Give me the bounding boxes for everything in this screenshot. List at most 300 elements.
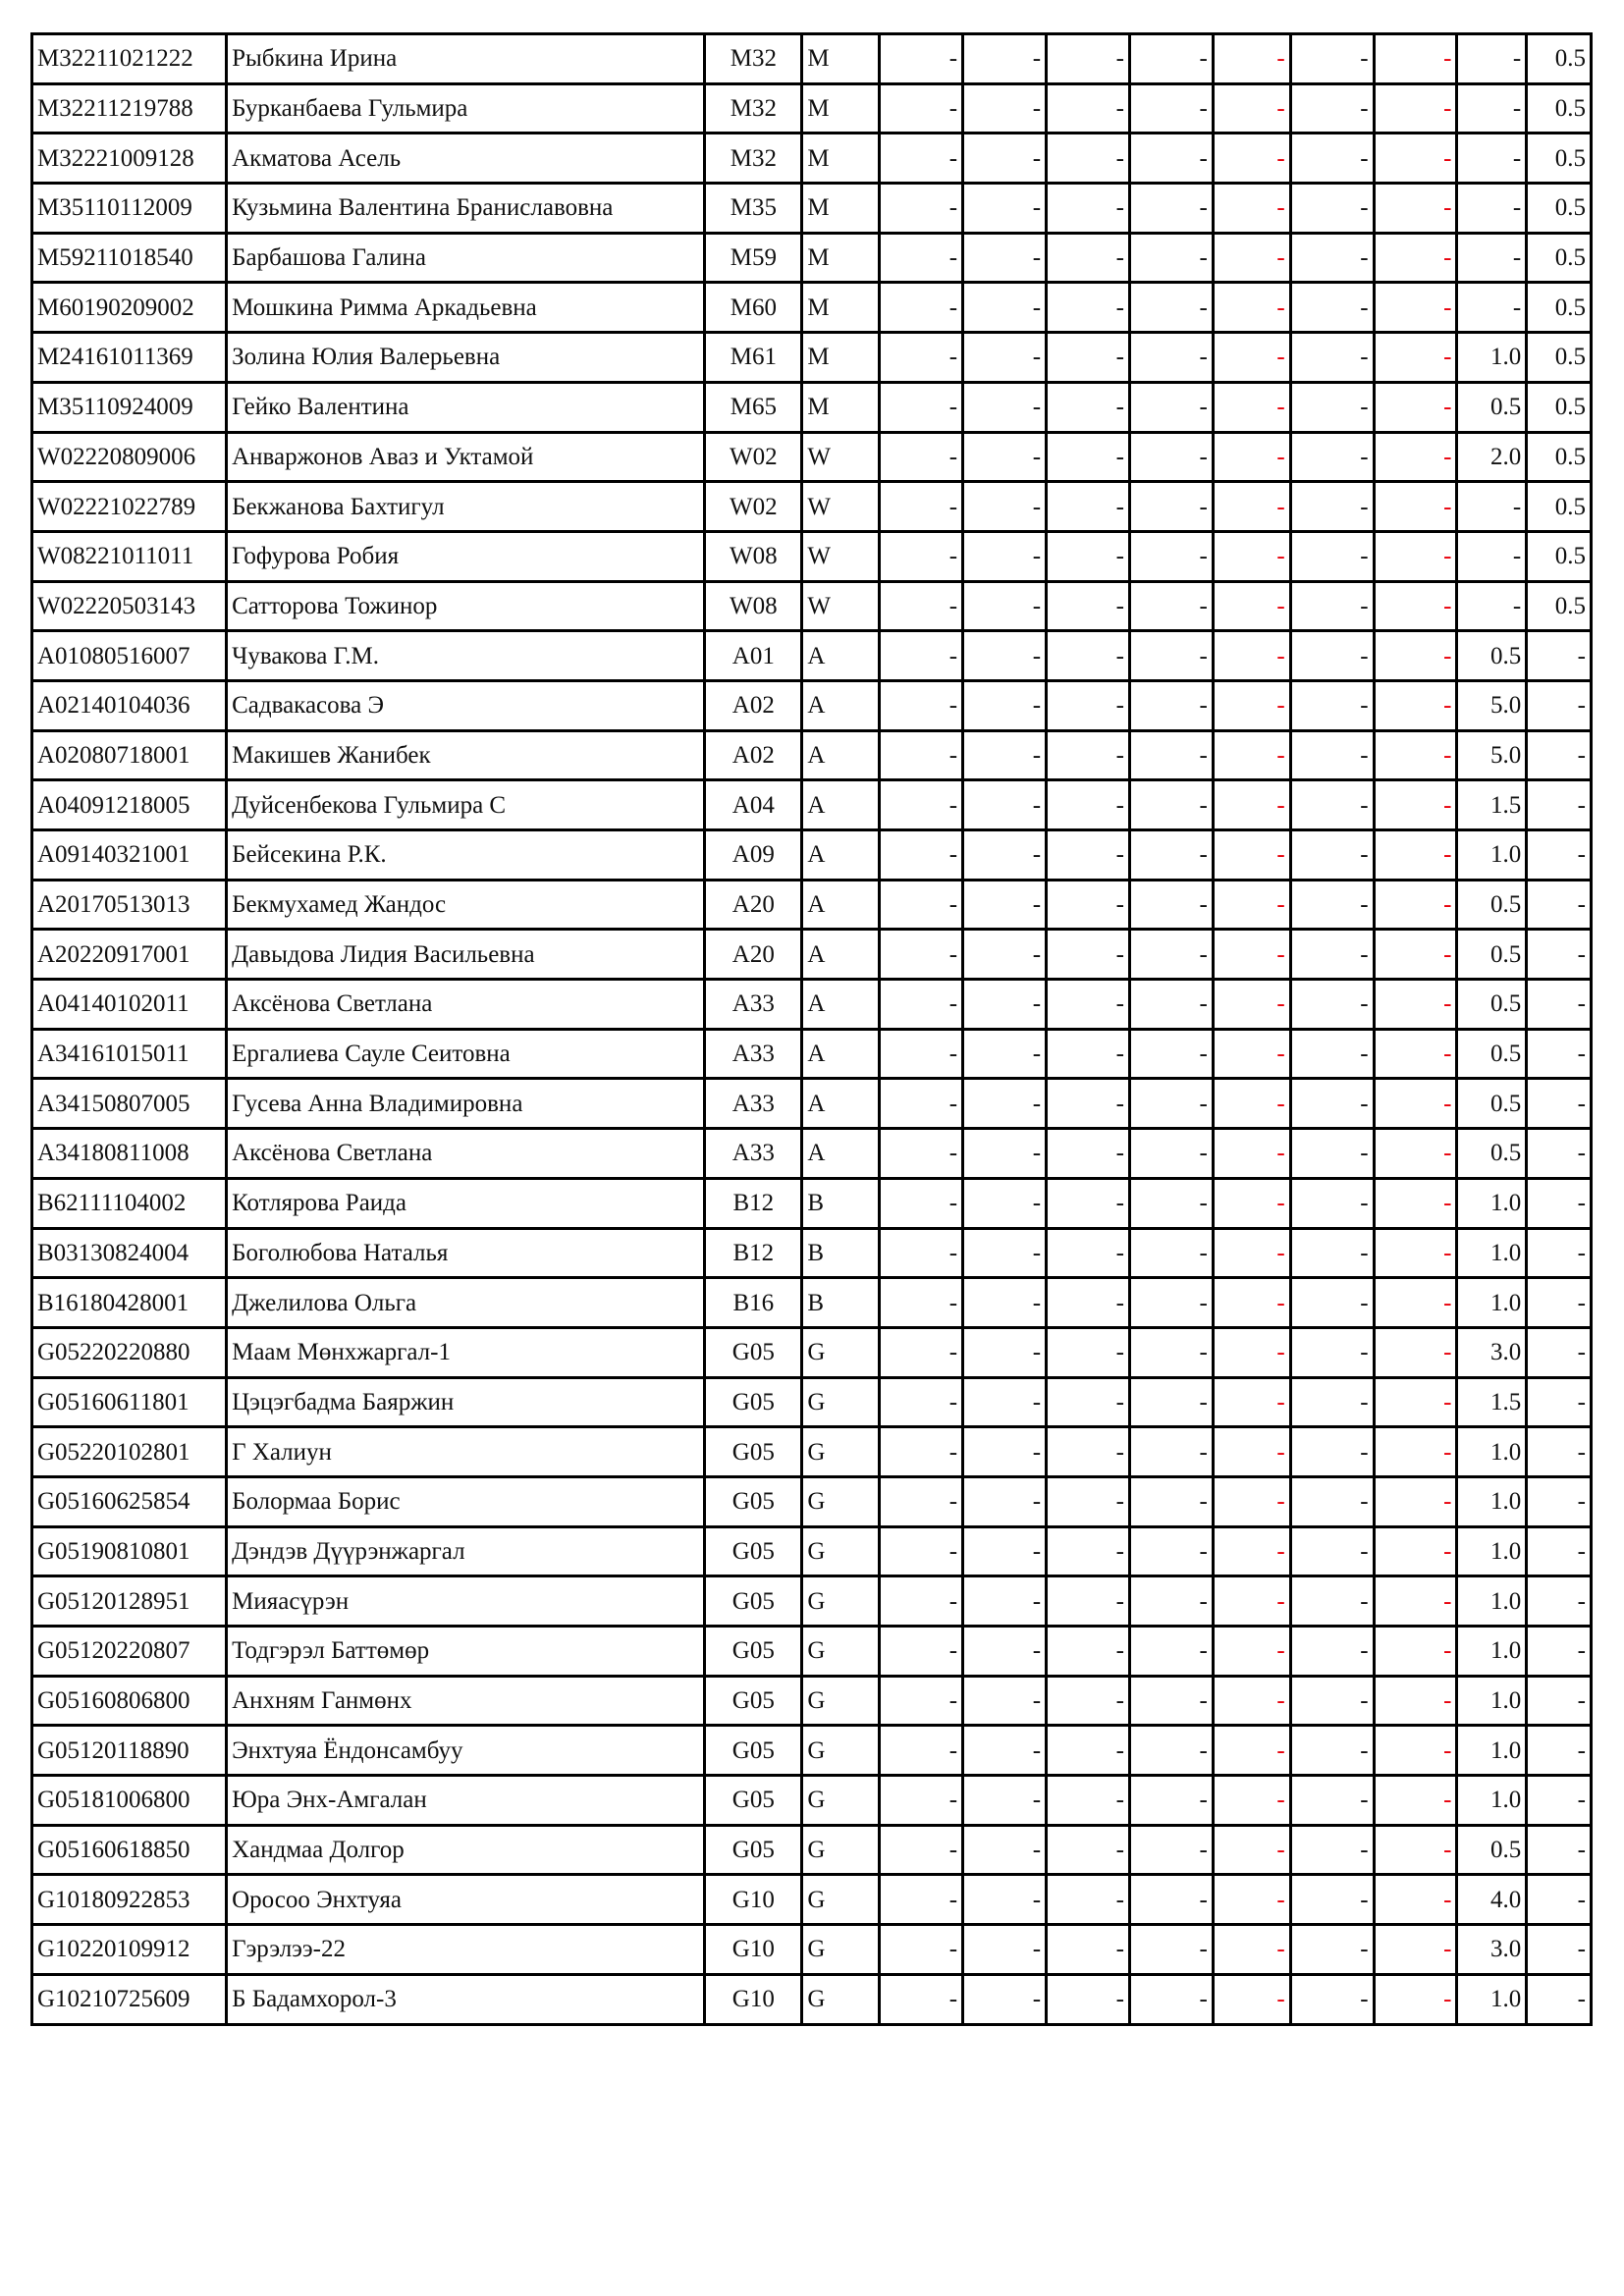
mark-cell: - — [1213, 1825, 1290, 1875]
class-letter: W — [802, 482, 880, 532]
participant-name: Макишев Жанибек — [227, 730, 705, 780]
table-row — [32, 730, 1592, 780]
group-code: M65 — [705, 382, 802, 432]
table-row — [32, 1825, 1592, 1875]
points-cell: 1.0 — [1457, 1576, 1527, 1627]
points-cell: 0.5 — [1457, 880, 1527, 930]
table-row — [32, 1526, 1592, 1576]
mark-cell: - — [1213, 880, 1290, 930]
mark-cell: - — [1374, 1228, 1457, 1278]
participant-name: Бейсекина Р.К. — [227, 830, 705, 881]
last-value-cell: - — [1527, 1079, 1592, 1129]
mark-cell: - — [1374, 1576, 1457, 1627]
participant-id: M32211219788 — [32, 83, 227, 133]
mark-cell: - — [963, 1427, 1047, 1477]
mark-cell: - — [1129, 1526, 1213, 1576]
group-code: B16 — [705, 1278, 802, 1328]
participant-name: Котлярова Раида — [227, 1178, 705, 1228]
class-letter: A — [802, 930, 880, 980]
mark-cell: - — [1213, 1526, 1290, 1576]
participant-id: A20220917001 — [32, 930, 227, 980]
points-cell: 0.5 — [1457, 382, 1527, 432]
participant-id: B16180428001 — [32, 1278, 227, 1328]
participant-id: W02220503143 — [32, 581, 227, 631]
mark-cell: - — [1047, 680, 1130, 730]
mark-cell: - — [1213, 1377, 1290, 1427]
mark-cell: - — [1290, 980, 1374, 1030]
mark-cell: - — [1290, 1875, 1374, 1925]
table-row — [32, 1178, 1592, 1228]
mark-cell: - — [1374, 730, 1457, 780]
mark-cell: - — [1047, 631, 1130, 681]
participant-id: A34161015011 — [32, 1029, 227, 1079]
mark-cell: - — [963, 382, 1047, 432]
participant-name: Чувакова Г.М. — [227, 631, 705, 681]
participant-id: A34180811008 — [32, 1129, 227, 1179]
participant-name: Г Халиун — [227, 1427, 705, 1477]
table-row — [32, 283, 1592, 333]
last-value-cell: - — [1527, 1327, 1592, 1377]
participant-id: A34150807005 — [32, 1079, 227, 1129]
mark-cell: - — [880, 283, 963, 333]
mark-cell: - — [963, 780, 1047, 830]
group-code: G05 — [705, 1825, 802, 1875]
last-value-cell: - — [1527, 1427, 1592, 1477]
table-row — [32, 1676, 1592, 1726]
participant-id: W02221022789 — [32, 482, 227, 532]
mark-cell: - — [880, 830, 963, 881]
mark-cell: - — [1213, 1228, 1290, 1278]
participant-name: Оросоо Энхтуяа — [227, 1875, 705, 1925]
group-code: M32 — [705, 133, 802, 184]
mark-cell: - — [880, 631, 963, 681]
mark-cell: - — [1047, 34, 1130, 84]
points-cell: 1.0 — [1457, 1776, 1527, 1826]
group-code: G05 — [705, 1676, 802, 1726]
points-cell: - — [1457, 133, 1527, 184]
mark-cell: - — [1129, 1925, 1213, 1975]
mark-cell: - — [880, 1427, 963, 1477]
mark-cell: - — [1213, 1129, 1290, 1179]
mark-cell: - — [1213, 1974, 1290, 2024]
last-value-cell: - — [1527, 1178, 1592, 1228]
mark-cell: - — [1047, 730, 1130, 780]
mark-cell: - — [1290, 333, 1374, 383]
participant-id: B62111104002 — [32, 1178, 227, 1228]
participant-name: Кузьмина Валентина Браниславовна — [227, 184, 705, 234]
participant-id: G05120118890 — [32, 1726, 227, 1776]
last-value-cell: 0.5 — [1527, 233, 1592, 283]
mark-cell: - — [1129, 1427, 1213, 1477]
mark-cell: - — [1213, 283, 1290, 333]
mark-cell: - — [1213, 1925, 1290, 1975]
mark-cell: - — [880, 482, 963, 532]
last-value-cell: - — [1527, 1825, 1592, 1875]
table-row — [32, 780, 1592, 830]
mark-cell: - — [963, 1327, 1047, 1377]
mark-cell: - — [963, 531, 1047, 581]
mark-cell: - — [1374, 184, 1457, 234]
mark-cell: - — [963, 1129, 1047, 1179]
points-cell: 1.0 — [1457, 1228, 1527, 1278]
mark-cell: - — [1129, 531, 1213, 581]
mark-cell: - — [963, 1178, 1047, 1228]
mark-cell: - — [963, 184, 1047, 234]
participant-id: M24161011369 — [32, 333, 227, 383]
mark-cell: - — [1047, 1377, 1130, 1427]
mark-cell: - — [1047, 1029, 1130, 1079]
mark-cell: - — [880, 581, 963, 631]
mark-cell: - — [1213, 1079, 1290, 1129]
mark-cell: - — [1290, 1427, 1374, 1477]
group-code: W08 — [705, 581, 802, 631]
mark-cell: - — [1129, 283, 1213, 333]
table-row — [32, 930, 1592, 980]
participant-id: G05220102801 — [32, 1427, 227, 1477]
mark-cell: - — [1213, 1627, 1290, 1677]
mark-cell: - — [1290, 1228, 1374, 1278]
mark-cell: - — [963, 1228, 1047, 1278]
mark-cell: - — [1129, 133, 1213, 184]
points-cell: 1.0 — [1457, 1476, 1527, 1526]
class-letter: G — [802, 1825, 880, 1875]
mark-cell: - — [963, 1974, 1047, 2024]
mark-cell: - — [1213, 1676, 1290, 1726]
mark-cell: - — [963, 1377, 1047, 1427]
table-row — [32, 581, 1592, 631]
group-code: M60 — [705, 283, 802, 333]
mark-cell: - — [1374, 1476, 1457, 1526]
mark-cell: - — [1374, 83, 1457, 133]
mark-cell: - — [1290, 1925, 1374, 1975]
table-row — [32, 83, 1592, 133]
participant-name: Гэрэлээ-22 — [227, 1925, 705, 1975]
class-letter: G — [802, 1327, 880, 1377]
participant-id: G10180922853 — [32, 1875, 227, 1925]
group-code: G05 — [705, 1476, 802, 1526]
points-cell: 3.0 — [1457, 1925, 1527, 1975]
points-cell: 0.5 — [1457, 930, 1527, 980]
group-code: A02 — [705, 730, 802, 780]
mark-cell: - — [1290, 1129, 1374, 1179]
participant-id: G05160806800 — [32, 1676, 227, 1726]
last-value-cell: - — [1527, 1029, 1592, 1079]
mark-cell: - — [1290, 531, 1374, 581]
mark-cell: - — [1374, 1974, 1457, 2024]
group-code: M35 — [705, 184, 802, 234]
points-cell: 0.5 — [1457, 1079, 1527, 1129]
group-code: A33 — [705, 1129, 802, 1179]
participant-id: G10210725609 — [32, 1974, 227, 2024]
mark-cell: - — [1047, 1576, 1130, 1627]
mark-cell: - — [1047, 1278, 1130, 1328]
class-letter: M — [802, 333, 880, 383]
mark-cell: - — [963, 1726, 1047, 1776]
mark-cell: - — [1047, 283, 1130, 333]
mark-cell: - — [963, 1079, 1047, 1129]
mark-cell: - — [1213, 780, 1290, 830]
mark-cell: - — [1047, 880, 1130, 930]
mark-cell: - — [880, 1526, 963, 1576]
last-value-cell: - — [1527, 830, 1592, 881]
last-value-cell: - — [1527, 1576, 1592, 1627]
mark-cell: - — [1213, 233, 1290, 283]
mark-cell: - — [1129, 1825, 1213, 1875]
mark-cell: - — [1047, 980, 1130, 1030]
group-code: A02 — [705, 680, 802, 730]
mark-cell: - — [880, 34, 963, 84]
mark-cell: - — [1129, 1278, 1213, 1328]
participant-id: A04091218005 — [32, 780, 227, 830]
points-cell: - — [1457, 581, 1527, 631]
mark-cell: - — [1129, 34, 1213, 84]
points-cell: - — [1457, 482, 1527, 532]
class-letter: G — [802, 1974, 880, 2024]
points-cell: 4.0 — [1457, 1875, 1527, 1925]
mark-cell: - — [963, 34, 1047, 84]
last-value-cell: 0.5 — [1527, 83, 1592, 133]
mark-cell: - — [1213, 1875, 1290, 1925]
table-row — [32, 482, 1592, 532]
mark-cell: - — [1374, 1627, 1457, 1677]
mark-cell: - — [963, 333, 1047, 383]
participant-name: Бекмухамед Жандос — [227, 880, 705, 930]
participant-id: A01080516007 — [32, 631, 227, 681]
class-letter: M — [802, 34, 880, 84]
participant-id: G05120220807 — [32, 1627, 227, 1677]
last-value-cell: 0.5 — [1527, 432, 1592, 482]
last-value-cell: - — [1527, 1278, 1592, 1328]
mark-cell: - — [1213, 34, 1290, 84]
participant-name: Бекжанова Бахтигул — [227, 482, 705, 532]
group-code: G10 — [705, 1925, 802, 1975]
mark-cell: - — [963, 631, 1047, 681]
mark-cell: - — [1129, 1228, 1213, 1278]
mark-cell: - — [1374, 1327, 1457, 1377]
last-value-cell: - — [1527, 1726, 1592, 1776]
mark-cell: - — [1290, 1576, 1374, 1627]
group-code: G05 — [705, 1377, 802, 1427]
mark-cell: - — [1213, 432, 1290, 482]
participant-id: A04140102011 — [32, 980, 227, 1030]
mark-cell: - — [1290, 780, 1374, 830]
mark-cell: - — [1290, 34, 1374, 84]
mark-cell: - — [1374, 1278, 1457, 1328]
mark-cell: - — [1290, 1377, 1374, 1427]
participant-id: B03130824004 — [32, 1228, 227, 1278]
participant-name: Болормаа Борис — [227, 1476, 705, 1526]
mark-cell: - — [1047, 1129, 1130, 1179]
points-cell: - — [1457, 531, 1527, 581]
participant-name: Дуйсенбекова Гульмира С — [227, 780, 705, 830]
mark-cell: - — [1129, 1377, 1213, 1427]
participant-name: Юра Энх-Амгалан — [227, 1776, 705, 1826]
mark-cell: - — [1374, 1129, 1457, 1179]
mark-cell: - — [1129, 631, 1213, 681]
participant-name: Ергалиева Сауле Сеитовна — [227, 1029, 705, 1079]
class-letter: A — [802, 680, 880, 730]
participant-name: Сатторова Тожинор — [227, 581, 705, 631]
mark-cell: - — [1290, 1825, 1374, 1875]
mark-cell: - — [1213, 1476, 1290, 1526]
mark-cell: - — [1047, 1178, 1130, 1228]
mark-cell: - — [1213, 980, 1290, 1030]
mark-cell: - — [1374, 382, 1457, 432]
mark-cell: - — [1213, 1327, 1290, 1377]
mark-cell: - — [1290, 581, 1374, 631]
participant-id: A02140104036 — [32, 680, 227, 730]
mark-cell: - — [1047, 581, 1130, 631]
mark-cell: - — [1374, 780, 1457, 830]
mark-cell: - — [1047, 333, 1130, 383]
participant-id: M35110924009 — [32, 382, 227, 432]
mark-cell: - — [963, 1526, 1047, 1576]
participant-name: Гусева Анна Владимировна — [227, 1079, 705, 1129]
class-letter: A — [802, 631, 880, 681]
group-code: G05 — [705, 1427, 802, 1477]
mark-cell: - — [1374, 980, 1457, 1030]
mark-cell: - — [1213, 830, 1290, 881]
participant-id: G05190810801 — [32, 1526, 227, 1576]
participant-name: Б Бадамхорол-3 — [227, 1974, 705, 2024]
mark-cell: - — [1047, 1925, 1130, 1975]
points-cell: - — [1457, 34, 1527, 84]
mark-cell: - — [1047, 1427, 1130, 1477]
participant-id: G05160625854 — [32, 1476, 227, 1526]
mark-cell: - — [1374, 1377, 1457, 1427]
mark-cell: - — [1290, 1178, 1374, 1228]
mark-cell: - — [1290, 133, 1374, 184]
class-letter: W — [802, 531, 880, 581]
participant-name: Анваржонов Аваз и Уктамой — [227, 432, 705, 482]
mark-cell: - — [1213, 184, 1290, 234]
mark-cell: - — [963, 83, 1047, 133]
mark-cell: - — [880, 333, 963, 383]
mark-cell: - — [1290, 1029, 1374, 1079]
participant-name: Барбашова Галина — [227, 233, 705, 283]
mark-cell: - — [1129, 1178, 1213, 1228]
mark-cell: - — [1290, 83, 1374, 133]
last-value-cell: - — [1527, 1925, 1592, 1975]
participant-name: Аксёнова Светлана — [227, 980, 705, 1030]
mark-cell: - — [880, 980, 963, 1030]
mark-cell: - — [1290, 233, 1374, 283]
last-value-cell: - — [1527, 780, 1592, 830]
mark-cell: - — [1129, 680, 1213, 730]
table-row — [32, 1278, 1592, 1328]
mark-cell: - — [1290, 184, 1374, 234]
participant-name: Садвакасова Э — [227, 680, 705, 730]
last-value-cell: - — [1527, 1526, 1592, 1576]
mark-cell: - — [1047, 1627, 1130, 1677]
mark-cell: - — [880, 930, 963, 980]
mark-cell: - — [1290, 1476, 1374, 1526]
mark-cell: - — [1374, 1676, 1457, 1726]
participant-name: Рыбкина Ирина — [227, 34, 705, 84]
mark-cell: - — [880, 1278, 963, 1328]
mark-cell: - — [1213, 930, 1290, 980]
mark-cell: - — [1047, 233, 1130, 283]
mark-cell: - — [1213, 631, 1290, 681]
points-cell: 1.5 — [1457, 780, 1527, 830]
mark-cell: - — [1047, 1476, 1130, 1526]
mark-cell: - — [1374, 830, 1457, 881]
mark-cell: - — [1047, 1079, 1130, 1129]
table-row — [32, 34, 1592, 84]
class-letter: A — [802, 730, 880, 780]
results-table — [30, 32, 1593, 2026]
mark-cell: - — [963, 980, 1047, 1030]
mark-cell: - — [1290, 283, 1374, 333]
mark-cell: - — [1129, 980, 1213, 1030]
mark-cell: - — [1374, 1776, 1457, 1826]
class-letter: A — [802, 980, 880, 1030]
participant-name: Гофурова Робия — [227, 531, 705, 581]
mark-cell: - — [963, 930, 1047, 980]
mark-cell: - — [963, 1776, 1047, 1826]
group-code: A33 — [705, 980, 802, 1030]
class-letter: G — [802, 1875, 880, 1925]
mark-cell: - — [880, 1576, 963, 1627]
participant-name: Боголюбова Наталья — [227, 1228, 705, 1278]
last-value-cell: 0.5 — [1527, 581, 1592, 631]
mark-cell: - — [1290, 930, 1374, 980]
class-letter: B — [802, 1178, 880, 1228]
mark-cell: - — [963, 233, 1047, 283]
group-code: W02 — [705, 482, 802, 532]
mark-cell: - — [1213, 581, 1290, 631]
mark-cell: - — [963, 432, 1047, 482]
last-value-cell: - — [1527, 1974, 1592, 2024]
mark-cell: - — [1374, 581, 1457, 631]
mark-cell: - — [1129, 730, 1213, 780]
participant-name: Цэцэгбадма Баяржин — [227, 1377, 705, 1427]
group-code: G05 — [705, 1776, 802, 1826]
class-letter: A — [802, 1129, 880, 1179]
table-row — [32, 1875, 1592, 1925]
table-row — [32, 830, 1592, 881]
mark-cell: - — [1374, 233, 1457, 283]
points-cell: 0.5 — [1457, 631, 1527, 681]
table-row — [32, 333, 1592, 383]
mark-cell: - — [1374, 432, 1457, 482]
mark-cell: - — [880, 1825, 963, 1875]
class-letter: B — [802, 1278, 880, 1328]
class-letter: G — [802, 1776, 880, 1826]
group-code: G05 — [705, 1327, 802, 1377]
participant-name: Джелилова Ольга — [227, 1278, 705, 1328]
mark-cell: - — [1374, 680, 1457, 730]
last-value-cell: 0.5 — [1527, 382, 1592, 432]
participant-name: Маам Мөнхжаргал-1 — [227, 1327, 705, 1377]
participant-name: Бурканбаева Гульмира — [227, 83, 705, 133]
mark-cell: - — [1129, 1079, 1213, 1129]
points-cell: 0.5 — [1457, 1129, 1527, 1179]
class-letter: M — [802, 233, 880, 283]
group-code: W02 — [705, 432, 802, 482]
last-value-cell: 0.5 — [1527, 184, 1592, 234]
mark-cell: - — [880, 1327, 963, 1377]
mark-cell: - — [1129, 830, 1213, 881]
table-row — [32, 1576, 1592, 1627]
group-code: A04 — [705, 780, 802, 830]
mark-cell: - — [1213, 1029, 1290, 1079]
mark-cell: - — [963, 680, 1047, 730]
class-letter: G — [802, 1427, 880, 1477]
mark-cell: - — [1129, 482, 1213, 532]
mark-cell: - — [963, 1825, 1047, 1875]
group-code: A33 — [705, 1029, 802, 1079]
